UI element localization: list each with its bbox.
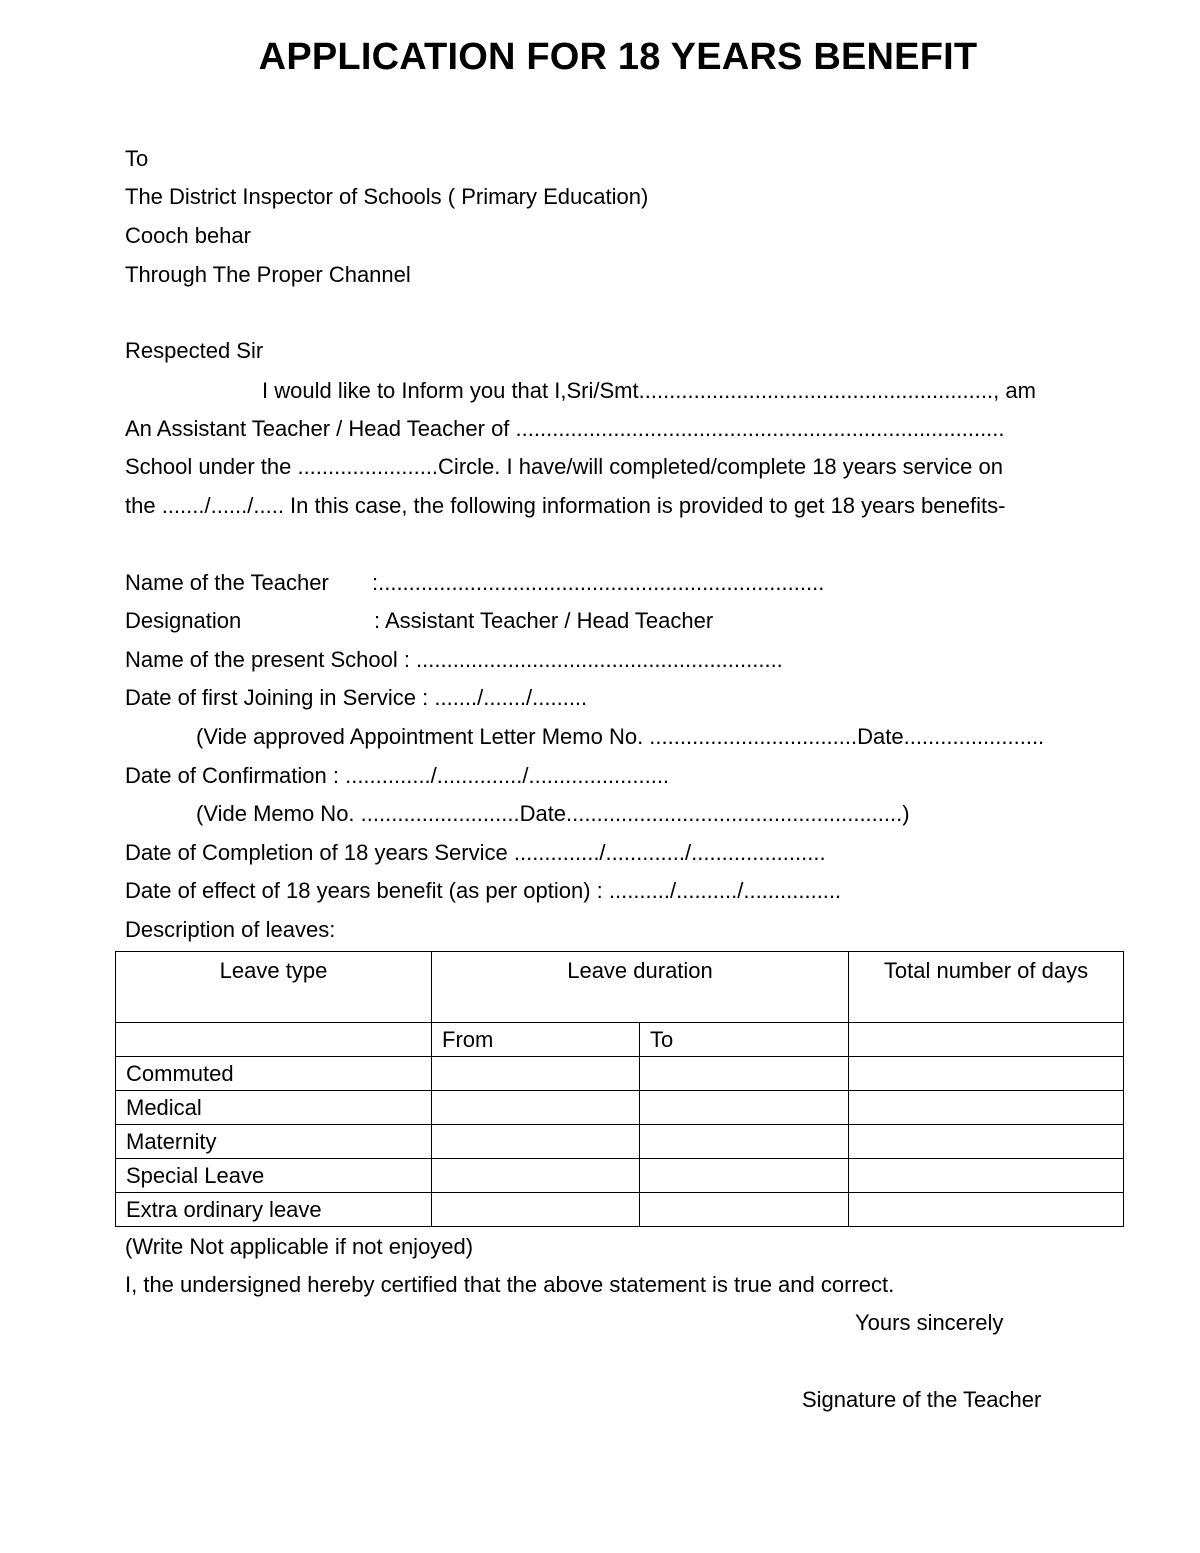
from-cell[interactable] (432, 1159, 640, 1193)
to-cell[interactable] (640, 1057, 849, 1091)
from-cell[interactable] (432, 1125, 640, 1159)
completion-field: Date of Completion of 18 years Service ............../............./...................... (125, 840, 826, 865)
address-recipient: The District Inspector of Schools ( Primary Education) (125, 184, 649, 209)
total-days-cell[interactable] (849, 1125, 1124, 1159)
to-cell[interactable] (640, 1159, 849, 1193)
leave-table (115, 951, 1124, 1227)
address-channel: Through The Proper Channel (125, 262, 411, 287)
from-header: From (432, 1023, 640, 1057)
leave-table-header-row (116, 952, 1124, 1023)
closing-phrase: Yours sincerely (855, 1310, 1004, 1335)
body-line-2: An Assistant Teacher / Head Teacher of ................................................................................ (125, 416, 1005, 441)
table-row (116, 1193, 1124, 1227)
total-days-header: Total number of days (849, 952, 1124, 1023)
benefit-effect-field: Date of effect of 18 years benefit (as per option) : ........../........../................ (125, 878, 842, 903)
document-title: APPLICATION FOR 18 YEARS BENEFIT (258, 36, 978, 78)
body-line-1: I would like to Inform you that I,Sri/Smt.........................................................., am (262, 378, 1036, 403)
confirmation-field: Date of Confirmation : ............../............../....................... (125, 763, 670, 788)
to-cell[interactable] (640, 1193, 849, 1227)
leave-type-cell: Maternity (116, 1125, 432, 1159)
teacher-name-field: :......................................................................... (372, 570, 825, 595)
table-row (116, 1091, 1124, 1125)
leave-duration-header: Leave duration (432, 952, 849, 1023)
table-row (116, 1125, 1124, 1159)
table-row (116, 1057, 1124, 1091)
to-cell[interactable] (640, 1091, 849, 1125)
appointment-memo-field: (Vide approved Appointment Letter Memo No. ..................................Date....................... (196, 724, 1045, 749)
leave-type-header: Leave type (116, 952, 432, 1023)
address-to: To (125, 146, 149, 171)
salutation: Respected Sir (125, 338, 264, 363)
teacher-name-label: Name of the Teacher (125, 570, 329, 595)
certification-statement: I, the undersigned hereby certified that the above statement is true and correct. (125, 1272, 895, 1297)
signature-label: Signature of the Teacher (802, 1387, 1042, 1412)
designation-label: Designation (125, 608, 242, 633)
leaves-description-label: Description of leaves: (125, 917, 336, 942)
leave-type-cell: Medical (116, 1091, 432, 1125)
to-header: To (640, 1023, 849, 1057)
from-cell[interactable] (432, 1193, 640, 1227)
from-cell[interactable] (432, 1057, 640, 1091)
leave-type-cell: Commuted (116, 1057, 432, 1091)
leave-type-cell: Special Leave (116, 1159, 432, 1193)
table-row (116, 1159, 1124, 1193)
not-applicable-note: (Write Not applicable if not enjoyed) (125, 1234, 474, 1259)
total-days-cell[interactable] (849, 1091, 1124, 1125)
leave-table-subheader-row (116, 1023, 1124, 1057)
total-days-cell[interactable] (849, 1159, 1124, 1193)
body-line-4: the ......./....../..... In this case, the following information is provided to get 18 years benefits- (125, 493, 1006, 518)
confirmation-memo-field: (Vide Memo No. ..........................Date.......................................................) (196, 801, 910, 826)
first-joining-field: Date of first Joining in Service : ......./......./......... (125, 685, 588, 710)
total-days-cell[interactable] (849, 1057, 1124, 1091)
total-days-cell[interactable] (849, 1193, 1124, 1227)
leave-type-cell: Extra ordinary leave (116, 1193, 432, 1227)
present-school-field: Name of the present School : ............................................................ (125, 647, 783, 672)
address-district: Cooch behar (125, 223, 251, 248)
table-cell (849, 1023, 1124, 1057)
to-cell[interactable] (640, 1125, 849, 1159)
from-cell[interactable] (432, 1091, 640, 1125)
designation-field: : Assistant Teacher / Head Teacher (374, 608, 714, 633)
body-line-3: School under the .......................Circle. I have/will completed/complete 18 years service on (125, 454, 1003, 479)
table-cell (116, 1023, 432, 1057)
